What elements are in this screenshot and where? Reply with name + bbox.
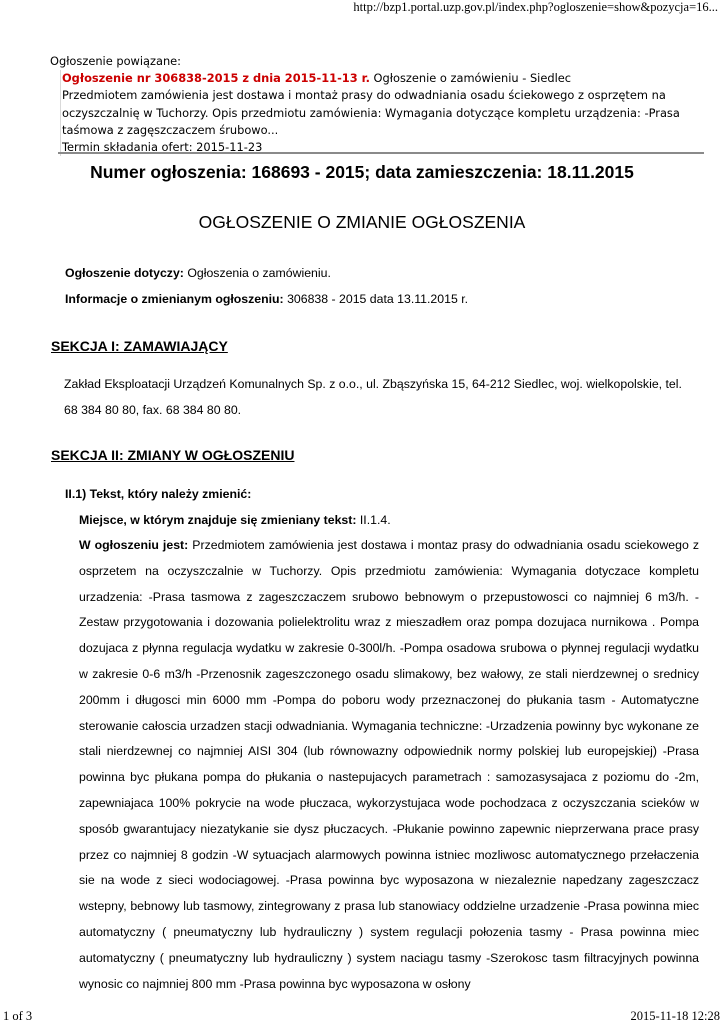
section-2-item-heading: II.1) Tekst, który należy zmienić: <box>65 487 252 501</box>
notice-info-value: 306838 - 2015 data 13.11.2015 r. <box>283 292 469 306</box>
current-text-label: W ogłoszeniu jest: <box>79 538 189 552</box>
notice-concerns-label: Ogłoszenie dotyczy: <box>65 266 184 280</box>
section-1-heading: SEKCJA I: ZAMAWIAJĄCY <box>51 338 228 354</box>
related-line-3: oczyszczalnię w Tuchorzy. Opis przedmiotu zamówienia: Wymagania dotyczące kompletu urządzenia: -Prasa <box>62 105 680 120</box>
page-number: 1 of 3 <box>3 1009 33 1023</box>
section-1-line-1: Zakład Eksploatacji Urządzeń Komunalnych Sp. z o.o., ul. Zbąszyńska 15, 64-212 Siedlec, woj. wielkopolskie, tel. <box>64 377 682 391</box>
changed-place <box>79 513 391 527</box>
section-1-line-2: 68 384 80 80, fax. 68 384 80 80. <box>64 403 242 417</box>
related-deadline: Termin składania ofert: 2015-11-23 <box>62 140 263 155</box>
page-url: http://bzp1.portal.uzp.gov.pl/index.php?ogloszenie=show&pozycja=16... <box>353 0 718 14</box>
related-notice <box>50 53 710 156</box>
related-line-1-rest: Ogłoszenie o zamówieniu - Siedlec <box>369 71 572 86</box>
horizontal-divider <box>58 152 704 154</box>
related-line-1 <box>62 70 710 87</box>
current-text <box>79 533 699 997</box>
related-notice-link[interactable]: Ogłoszenie nr 306838-2015 z dnia 2015-11-13 r. <box>62 71 370 86</box>
current-text-body: Przedmiotem zamówienia jest dostawa i montaz prasy do odwadniania osadu sciekowego z osprzetem na oczyszczalnie w Tuchorzy. Opis przedmiotu zamówienia: Wymagania dotyczace kompletu urzadzenia: -Prasa tasmowa z zageszczaczem srubowo bebnowym o przepustowosci co najmniej 6 m3/h. -Zestaw przygotowania i dozowania polielektrolitu wraz z mieszadłem oraz pompa dozujaca nurnikowa . Pompa dozujaca z płynna regulacja wydatku w zakresie 0-300l/h. -Pompa osadowa srubowa o płynnej regulacji wydatku w zakresie 0-6 m3/h -Przenosnik zageszczonego osadu slimakowy, bez wałowy, ze stali nierdzewnej o srednicy 200mm i długosci min 6000 mm -Pompa do poboru wody przeznaczonej do płukania tasm - Automatyczne sterowanie całoscia urzadzen stacji odwadniania. Wymagania techniczne: -Urzadzenia powinny byc wykonane ze stali nierdzewnej co najmniej AISI 304 (lub równowazny odpowiednik normy polskiej lub europejskiej) -Prasa powinna byc płukana pompa do płukania o nastepujacych parametrach : samozasysajaca z poziomu do -2m, zapewniajaca 100% pokrycie na wode płuczaca, wykorzystujaca wode pochodzaca z oczyszczania scieków w sposób gwarantujacy niezatykanie sie dysz płuczacych. -Płukanie powinno zapewnic nieprzerwana prace prasy przez co najmniej 8 godzin -W sytuacjach alarmowych powinna istniec mozliwosc automatycznego przełaczenia sie na wode z sieci wodociagowej. -Prasa powinna byc wyposazona w niezaleznie napedzany zageszczacz wstepny, bebnowy lub tasmowy, zintegrowany z prasa lub stanowiacy oddzielne urzadzenie -Prasa powinna miec automatyczny ( pneumatyczny lub hydrauliczny ) system regulacji połozenia tasmy - Prasa powinna miec automatyczny ( pneumatyczny lub hydrauliczny ) system naciagu tasmy -Szerokosc tasm filtracyjnych powinna wynosic co najmniej 800 mm -Prasa powinna byc wyposazona w osłony <box>79 538 699 991</box>
notice-concerns <box>65 266 331 280</box>
notice-info-label: Informacje o zmienianym ogłoszeniu: <box>65 292 284 306</box>
related-box <box>60 70 710 156</box>
changed-place-label: Miejsce, w którym znajduje się zmieniany tekst: <box>79 513 357 527</box>
related-label: Ogłoszenie powiązane: <box>50 54 182 68</box>
related-line-4: taśmowa z zagęszczaczem śrubowo... <box>62 122 279 137</box>
section-2-heading: SEKCJA II: ZMIANY W OGŁOSZENIU <box>51 447 295 463</box>
related-line-2: Przedmiotem zamówienia jest dostawa i montaż prasy do odwadniania osadu ściekowego z osprzętem na <box>62 88 666 103</box>
notice-concerns-value: Ogłoszenia o zamówieniu. <box>183 266 331 280</box>
notice-number-title: Numer ogłoszenia: 168693 - 2015; data zamieszczenia: 18.11.2015 <box>90 162 634 182</box>
notice-info <box>65 292 468 306</box>
print-datetime: 2015-11-18 12:28 <box>630 1009 720 1023</box>
changed-place-value: II.1.4. <box>356 513 391 527</box>
notice-subtitle: OGŁOSZENIE O ZMIANIE OGŁOSZENIA <box>198 212 526 232</box>
